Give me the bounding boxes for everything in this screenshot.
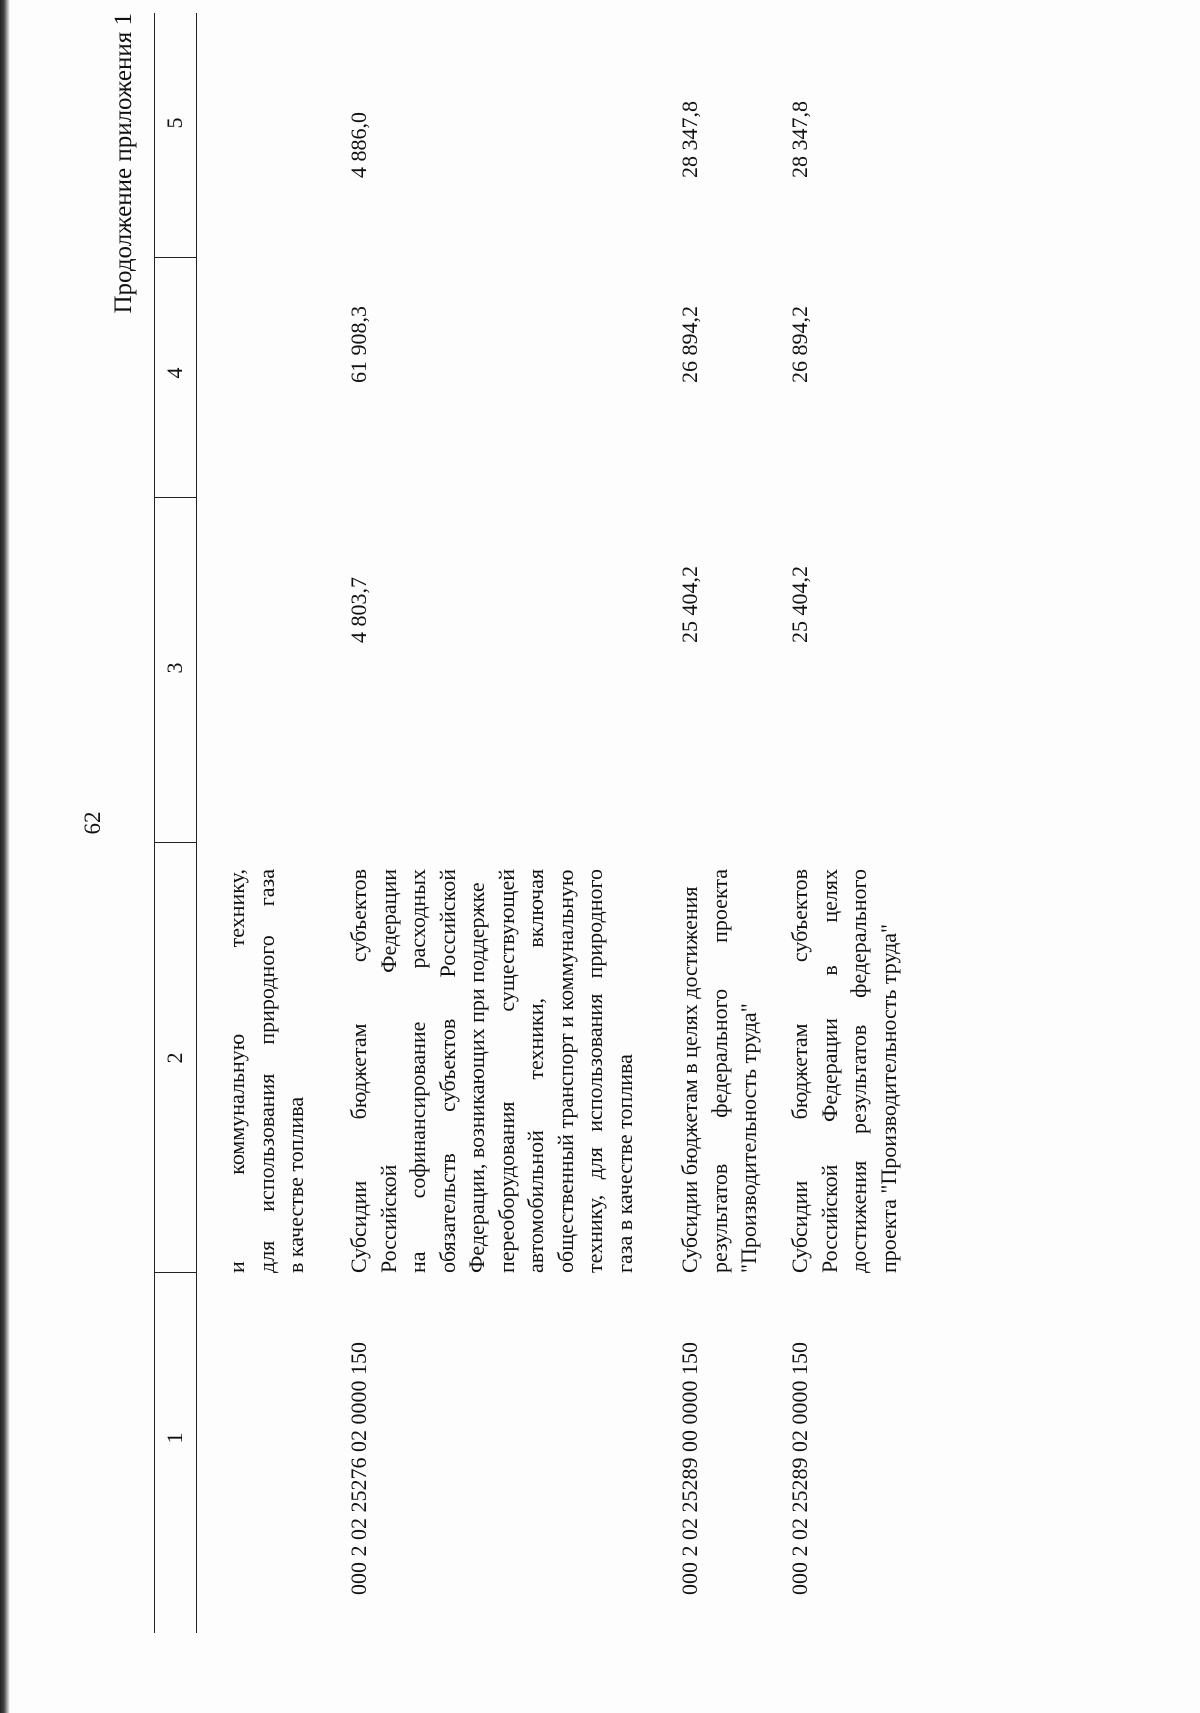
description-line [785,869,815,1273]
description-word: результатов [846,1024,871,1134]
description-line [433,869,463,1273]
description-word: Российской [434,869,460,978]
page-number: 62 [80,811,105,835]
description-word: природного [253,935,279,1045]
description-word: субъектов [434,1018,460,1112]
description-word: Субсидии [346,1180,371,1273]
description-word: Российской [816,1164,842,1273]
row-code: 000 2 02 25289 02 0000 150 [787,1342,812,1595]
table-top-border [154,13,155,1633]
row-value-col4: 26 894,2 [677,306,702,383]
description-word: газа [253,869,279,907]
column-number-3: 3 [162,662,187,674]
description-word: для [582,1147,607,1180]
column-divider [154,497,196,498]
description-word: субъектов [787,869,812,963]
description-line [844,869,874,1273]
description-word: бюджетам [346,1023,371,1120]
description-line [374,869,404,1273]
description-word: автомобильной [523,1130,548,1273]
description-word: Российской [375,1164,401,1273]
column-number-4: 4 [162,367,187,379]
description-word: техники, [523,998,548,1080]
row-value-col5: 28 347,8 [677,101,702,178]
description-word: результатов [706,1163,732,1273]
description-line [705,869,735,1273]
row-value-col4: 61 908,3 [346,306,371,383]
description-word: природного [582,869,607,979]
description-word: коммунальную [224,1033,249,1175]
description-word: включая [523,869,548,948]
description-word: проекта [706,869,732,943]
column-number-5: 5 [162,117,187,129]
description-word: целях [816,869,842,923]
continuation-title: Продолжение приложения 1 [110,13,137,314]
description-line [403,869,433,1273]
description-word: и [224,1261,249,1273]
description-line [252,869,282,1273]
description-line: Федерации, возникающих при поддержке [464,882,489,1273]
description-word: достижения [846,1160,871,1273]
row-value-col3: 4 803,7 [346,577,371,643]
column-divider [154,257,196,258]
description-line [580,869,610,1273]
column-divider [154,1272,196,1273]
description-word: бюджетам [787,1023,812,1120]
description-word: использования [582,993,607,1132]
description-line [815,869,845,1273]
row-value-col5: 4 886,0 [346,112,371,178]
row-value-col3: 25 404,2 [787,566,812,643]
row-description [675,869,764,1273]
description-line: газа в качестве топлива [611,1054,637,1273]
description-word: федерального [846,869,871,998]
description-word: технику, [224,869,249,948]
row-description [344,869,639,1273]
column-divider [154,842,196,843]
description-line [492,869,522,1273]
description-line [344,869,374,1273]
row-value-col5: 28 347,8 [787,101,812,178]
description-line: Субсидии бюджетам в целях достижения [677,886,702,1273]
row-description [222,869,311,1273]
description-word: Федерации [375,869,401,973]
description-word: расходных [405,869,430,969]
description-word: переоборудования [493,1101,519,1273]
row-value-col3: 25 404,2 [677,566,702,643]
description-word: субъектов [346,869,371,963]
description-line [222,869,252,1273]
row-description [785,869,903,1273]
description-line [521,869,551,1273]
description-word: федерального [706,988,732,1118]
description-word: на [405,1251,430,1273]
description-line: общественный транспорт и коммунальную [552,869,578,1273]
column-number-2: 2 [162,1052,187,1064]
row-code: 000 2 02 25276 02 0000 150 [346,1342,371,1595]
description-word: Федерации [816,1018,842,1123]
description-word: софинансирование [405,1021,430,1199]
row-value-col4: 26 894,2 [787,306,812,383]
description-line: проекта "Производительность труда" [875,923,901,1273]
column-number-1: 1 [162,1432,187,1444]
description-word: для [253,1240,279,1273]
header-bottom-border [196,13,197,1633]
description-word: использования [253,1073,279,1212]
description-word: обязательств [434,1153,460,1273]
description-word: Субсидии [787,1180,812,1273]
description-word: в [816,965,842,976]
description-word: технику, [582,1194,607,1273]
row-code: 000 2 02 25289 00 0000 150 [677,1342,702,1595]
description-word: существующей [493,869,519,1012]
description-line: "Производительность труда" [736,1003,761,1273]
description-line: в качестве топлива [283,1096,308,1273]
